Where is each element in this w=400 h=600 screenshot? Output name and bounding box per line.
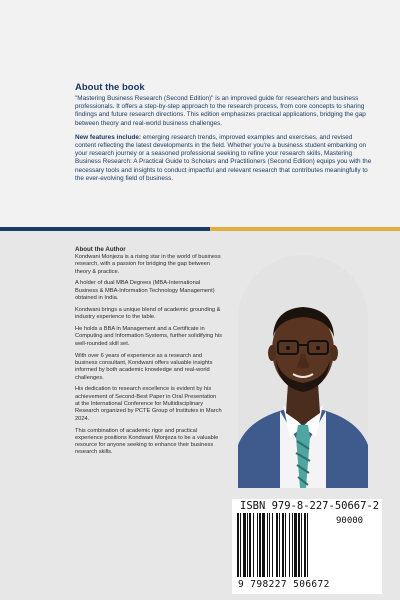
author-paragraph: A holder of dual MBA Degrees (MBA-International Business & MBA-Information Technology Management) obtained in India. — [75, 280, 215, 302]
about-book-paragraph-2 — [75, 134, 375, 183]
about-author-heading: About the Author — [75, 246, 126, 253]
new-features-lead: New features include: — [75, 133, 142, 141]
barcode-number: 9 798227 506672 — [238, 579, 330, 590]
isbn-barcode — [232, 499, 382, 594]
barcode-bars — [237, 513, 335, 579]
isbn-label: ISBN 979-8-227-50667-2 — [240, 500, 380, 512]
author-paragraph: He holds a BBA in Management and a Certificate in Computing and Information Systems, further solidifying his well-rounded skill set. — [75, 326, 222, 347]
author-paragraph: Kondwani brings a unique blend of academic grounding & industry experience to the table. — [75, 306, 221, 321]
author-photo — [238, 255, 368, 488]
author-paragraph: This combination of academic rigor and practical experience positions Kondwani Monjeza to be a valuable resource for anyone seeking to enhance their business research skills. — [75, 427, 219, 456]
about-book-section — [75, 82, 375, 189]
new-features-text: emerging research trends, improved examples and exercises, and revised content reflecting the latest developments in the field. Whether you're a business student embarking on your research journey or a seasoned professional seeking to refine your research skills, Mastering Business Research: A Practical Guide to Scholars and Practitioners (Second Edition) equips you with the necessary tools and insights to conduct impactful and relevant research that contributes meaningfully to the ever-evolving field of business. — [75, 133, 372, 182]
author-intro: Kondwani Monjeza is a rising star in the world of business research, with a passion for bridging the gap between theory & practice. — [75, 254, 221, 275]
price-code: 90000 — [336, 516, 364, 526]
about-book-heading: About the book — [75, 82, 145, 93]
about-author-section — [75, 246, 222, 461]
about-book-paragraph-1: "Mastering Business Research (Second Edition)" is an improved guide for researchers and business professionals. It offers a step-by-step approach to the research process, from core concepts to sharing findings and future research directions. This edition emphasizes practical applications, bridging the gap between theory and real-world business challenges. — [75, 95, 366, 127]
author-paragraph: His dedication to research excellence is evident by his achievement of Second-Best Paper in Oral Presentation at the International Conference for Multidisciplinary Research organized by PCTE Group of Institutes in March 2024. — [75, 386, 222, 422]
author-paragraph: With over 6 years of experience as a research and business consultant, Kondwani offers valuable insights informed by both academic knowledge and real-world challenges. — [75, 352, 213, 381]
